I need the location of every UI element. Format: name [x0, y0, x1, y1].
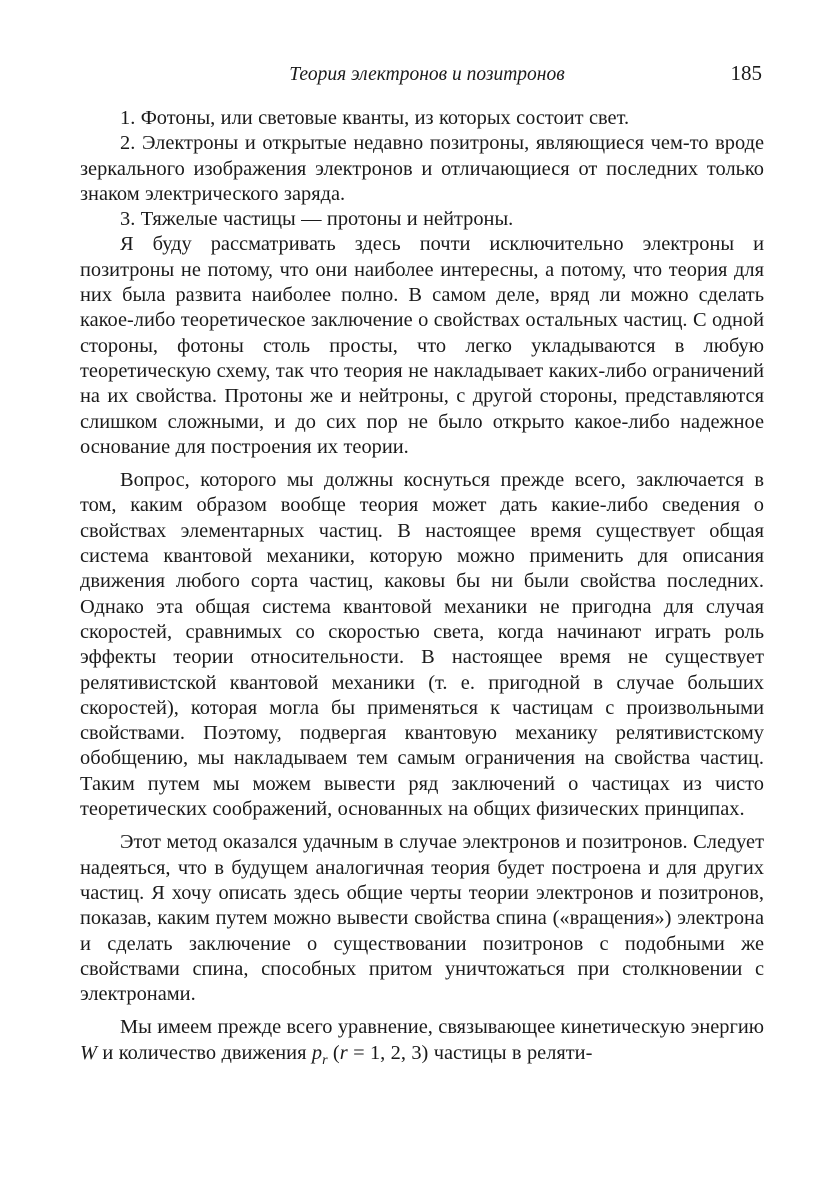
math-variable-p: p — [311, 1041, 323, 1064]
text-fragment: = 1, 2, 3) — [353, 1041, 429, 1064]
text-fragment: Мы имеем прежде всего уравнение, связывающее кинетическую энергию — [120, 1016, 764, 1039]
running-title: Теория электронов и позитронов — [289, 64, 565, 85]
list-item-electrons: 2. Электроны и открытые недавно позитроны, являющиеся чем-то вроде зеркального изображения электронов и отличающиеся от последних только знаком электрического заряда. — [80, 132, 764, 205]
math-variable-r: r — [339, 1041, 348, 1064]
book-page — [80, 58, 764, 1073]
list-item-heavy-particles: 3. Тяжелые частицы — протоны и нейтроны. — [120, 208, 514, 231]
paragraph: Этот метод оказался удачным в случае электронов и позитронов. Следует надеяться, что в будущем аналогичная теория будет построена и для других частиц. Я хочу описать здесь общие черты теории электронов и позитронов, показав, каким путем можно вывести свойства спина («вращения») электрона и сделать заключение о существовании позитронов с подобными же свойствами спина, способных притом уничтожаться при столкновении с электронами. — [80, 831, 764, 1006]
page-number: 185 — [730, 61, 762, 85]
text-fragment: частицы в реляти- — [433, 1041, 593, 1064]
math-variable-W: W — [80, 1041, 97, 1064]
paragraph: Я буду рассматривать здесь почти исключительно электроны и позитроны не потому, что они наиболее интересны, а потому, что теория для них была развита наиболее полно. В самом деле, вряд ли можно сделать какое-либо теоретическое заключение о свойствах остальных частиц. С одной стороны, фотоны столь просты, что легко укладываются в любую теоретическую схему, так что теория не накладывает каких-либо ограничений на их свойства. Протоны же и нейтроны, с другой стороны, представляются слишком сложными, и до сих пор не было открыто какое-либо надежное основание для построения их теории. — [80, 233, 764, 458]
math-subscript-r: r — [322, 1052, 328, 1068]
paragraph: Вопрос, которого мы должны коснуться прежде всего, заключается в том, каким образом вообще теория может дать какие-либо сведения о свойствах элементарных частиц. В настоящее время существует общая система квантовой механики, которую можно применить для описания движения любого сорта частиц, каковы бы ни были свойства последних. Однако эта общая система квантовой механики не пригодна для случая скоростей, сравнимых со скоростью света, когда начинают играть роль эффекты теории относительности. В настоящее время не существует релятивистской квантовой механики (т. е. пригодной в случае больших скоростей), которая могла бы применяться к частицам с произвольными свойствами. Поэтому, подвергая квантовую механику релятивистскому обобщению, мы накладываем тем самым ограничения на свойства частиц. Таким путем мы можем вывести ряд заключений о частицах из чисто теоретических соображений, основанных на общих физических принципах. — [80, 469, 764, 821]
paragraph-last — [80, 1015, 764, 1073]
list-item-photons: 1. Фотоны, или световые кванты, из которых состоит свет. — [120, 107, 630, 129]
math-momentum — [311, 1041, 328, 1068]
body-text — [80, 106, 764, 1073]
running-head — [80, 58, 764, 92]
text-fragment: ( — [332, 1041, 340, 1064]
text-fragment: и количество движения — [102, 1041, 307, 1064]
